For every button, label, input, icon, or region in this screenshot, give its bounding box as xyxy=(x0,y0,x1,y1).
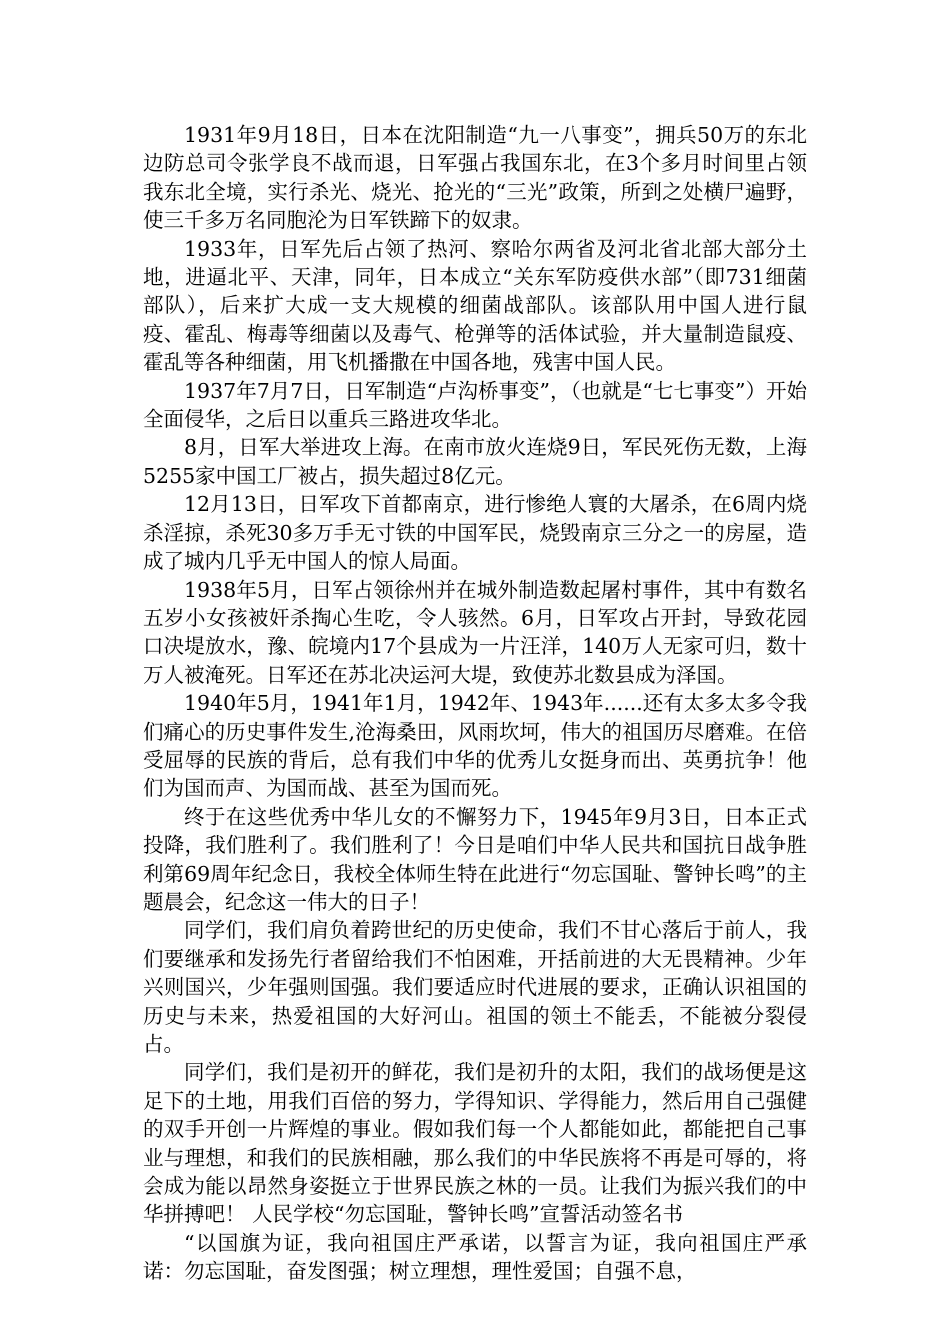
paragraph-1940-1943: 1940年5月，1941年1月，1942年、1943年......还有太多太多令我们痛心的历史事件发生,沧海桑田，风雨坎坷，伟大的祖国历尽磨难。在倍受屈辱的民族的背后，总有我们中华的优秀儿女挺身而出、英勇抗争！他们为国而声、为国而战、甚至为国而死。 xyxy=(143,691,807,801)
paragraph-students-mission: 同学们，我们肩负着跨世纪的历史使命，我们不甘心落后于前人，我们要继承和发扬先行者留给我们不怕困难，开括前进的大无畏精神。少年兴则国兴，少年强则国强。我们要适应时代进展的要求，正确认识祖国的历史与未来，热爱祖国的大好河山。祖国的领土不能丢，不能被分裂侵占。 xyxy=(143,918,807,1056)
paragraph-nanjing: 12月13日，日军攻下首都南京，进行惨绝人寰的大屠杀，在6周内烧杀淫掠，杀死30多万手无寸铁的中国军民，烧毁南京三分之一的房屋，造成了城内几乎无中国人的惊人局面。 xyxy=(143,492,807,574)
paragraph-1931-mukden-incident: 1931年9月18日，日本在沈阳制造“九一八事变”，拥兵50万的东北边防总司令张学良不战而退，日军强占我国东北，在3个多月时间里占领我东北全境，实行杀光、烧光、抢光的“三光”政策，所到之处横尸遍野，使三千多万名同胞沦为日军铁蹄下的奴隶。 xyxy=(143,123,807,233)
paragraph-students-future: 同学们，我们是初开的鲜花，我们是初升的太阳，我们的战场便是这足下的土地，用我们百倍的努力，学得知识、学得能力，然后用自己强健的双手开创一片辉煌的事业。假如我们每一个人都能如此，都能把自己事业与理想，和我们的民族相融，那么我们的中华民族将不再是可辱的，将会成为能以昂然身姿挺立于世界民族之林的一员。让我们为振兴我们的中华拼搏吧！ 人民学校“勿忘国耻，警钟长鸣”宣誓活动签名书 xyxy=(143,1060,807,1227)
paragraph-1938-xuzhou: 1938年5月，日军占领徐州并在城外制造数起屠村事件，其中有数名五岁小女孩被奸杀掏心生吃，令人骇然。6月，日军攻占开封，导致花园口决堤放水，豫、皖境内17个县成为一片汪洋，140万人无家可归，数十万人被淹死。日军还在苏北决运河大堤，致使苏北数县成为泽国。 xyxy=(143,577,807,687)
document-body xyxy=(143,121,807,1286)
paragraph-1937-marco-polo-bridge: 1937年7月7日，日军制造“卢沟桥事变”，（也就是“七七事变”）开始全面侵华，之后日以重兵三路进攻华北。 xyxy=(143,378,807,432)
paragraph-1933-unit-731: 1933年，日军先后占领了热河、察哈尔两省及河北省北部大部分土地，进逼北平、天津，同年，日本成立“关东军防疫供水部”（即731细菌部队），后来扩大成一支大规模的细菌战部队。该部队用中国人进行鼠疫、霍乱、梅毒等细菌以及毒气、枪弹等的活体试验，并大量制造鼠疫、霍乱等各种细菌，用飞机播撒在中国各地，残害中国人民。 xyxy=(143,236,807,375)
paragraph-1945-victory: 终于在这些优秀中华儿女的不懈努力下，1945年9月3日，日本正式投降，我们胜利了。我们胜利了！今日是咱们中华人民共和国抗日战争胜利第69周年纪念日，我校全体师生特在此进行“勿忘国耻、警钟长鸣”的主题晨会，纪念这一伟大的日子！ xyxy=(143,804,807,914)
paragraph-august-shanghai: 8月，日军大举进攻上海。在南市放火连烧9日，军民死伤无数，上海5255家中国工厂被占，损失超过8亿元。 xyxy=(143,435,807,488)
paragraph-oath: “以国旗为证，我向祖国庄严承诺，以誓言为证，我向祖国庄严承诺：勿忘国耻，奋发图强；树立理想，理性爱国；自强不息， xyxy=(143,1230,807,1284)
